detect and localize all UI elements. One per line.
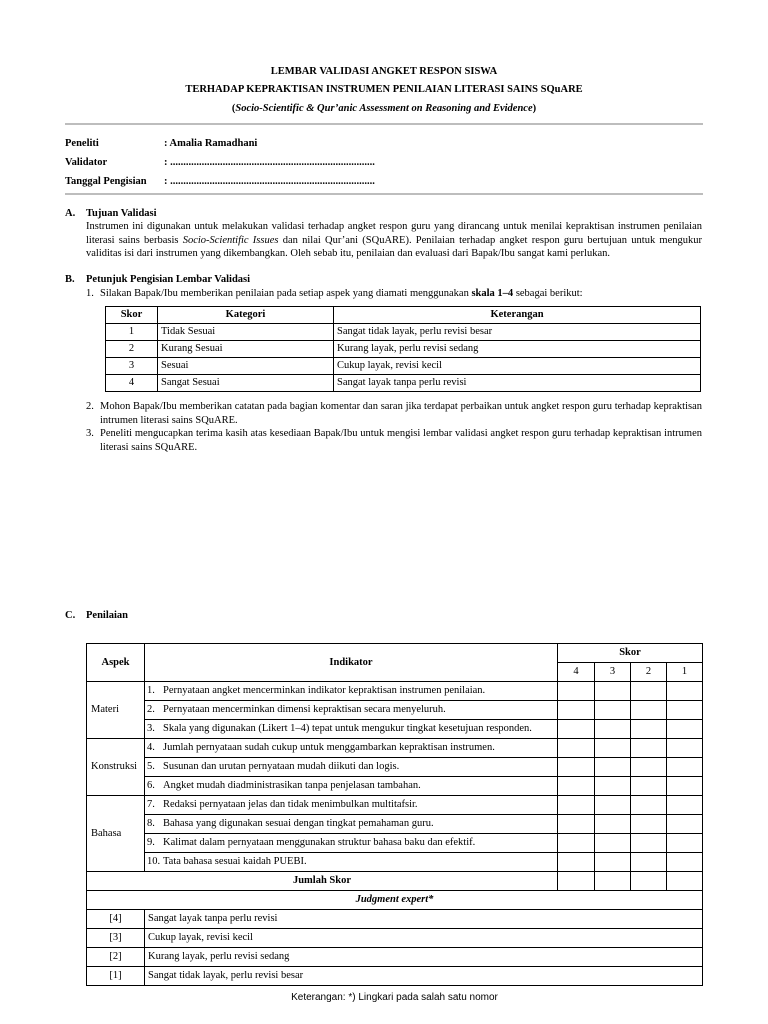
indikator-cell: 1. Pernyataan angket mencerminkan indikator kepraktisan instrumen penilaian. xyxy=(145,682,558,701)
total-cell[interactable] xyxy=(558,872,595,891)
header-kategori: Kategori xyxy=(158,307,334,324)
table-row xyxy=(87,682,703,701)
paren-close: ) xyxy=(532,103,537,114)
assessment-table xyxy=(86,643,703,986)
score-cell[interactable] xyxy=(595,834,631,853)
table-row: 1 Tidak Sesuai Sangat tidak layak, perlu revisi besar xyxy=(106,324,701,341)
indikator-cell: 9. Kalimat dalam pernyataan menggunakan struktur bahasa baku dan efektif. xyxy=(145,834,558,853)
skor-col-1: 1 xyxy=(667,663,703,682)
footnote: Keterangan: *) Lingkari pada salah satu nomor xyxy=(291,992,498,1003)
table-row: 2 Kurang Sesuai Kurang layak, perlu revisi sedang xyxy=(106,341,701,358)
score-cell[interactable] xyxy=(558,853,595,872)
score-cell[interactable] xyxy=(558,739,595,758)
table-row xyxy=(87,872,703,891)
score-cell[interactable] xyxy=(558,720,595,739)
score-cell[interactable] xyxy=(631,853,667,872)
score-cell[interactable] xyxy=(631,720,667,739)
info-tanggal xyxy=(65,175,375,189)
section-c-heading: C. Penilaian xyxy=(65,610,129,621)
score-cell[interactable] xyxy=(667,701,703,720)
score-cell[interactable] xyxy=(558,701,595,720)
aspek-konstruksi: Konstruksi xyxy=(87,739,145,796)
indikator-cell: 8. Bahasa yang digunakan sesuai dengan tingkat pemahaman guru. xyxy=(145,815,558,834)
score-cell[interactable] xyxy=(595,739,631,758)
table-row[interactable] xyxy=(87,929,703,948)
scale-table-header xyxy=(106,307,701,324)
score-cell[interactable] xyxy=(558,815,595,834)
header-keterangan: Keterangan xyxy=(334,307,701,324)
title-expansion: Socio-Scientific & Qur’anic Assessment on Reasoning and Evidence xyxy=(235,103,533,114)
table-row: 4 Sangat Sesuai Sangat layak tanpa perlu revisi xyxy=(106,375,701,392)
aspek-materi: Materi xyxy=(87,682,145,739)
judgment-code[interactable]: [4] xyxy=(87,910,145,929)
indikator-cell: 3. Skala yang digunakan (Likert 1–4) tepat untuk mengukur tingkat kesetujuan responden. xyxy=(145,720,558,739)
info-peneliti xyxy=(65,137,257,151)
score-cell[interactable] xyxy=(631,796,667,815)
table-row[interactable] xyxy=(87,910,703,929)
header-skor: Skor xyxy=(106,307,158,324)
table-row xyxy=(87,834,703,853)
info-value: : .............................................................................. xyxy=(164,176,375,187)
doc-title-line3 xyxy=(65,102,703,116)
score-cell[interactable] xyxy=(631,815,667,834)
table-row xyxy=(87,758,703,777)
total-cell[interactable] xyxy=(595,872,631,891)
info-validator xyxy=(65,156,375,170)
doc-title-line2: TERHADAP KEPRAKTISAN INSTRUMEN PENILAIAN LITERASI SAINS SQuARE xyxy=(185,84,583,95)
judgment-text: Cukup layak, revisi kecil xyxy=(145,929,703,948)
divider-bottom xyxy=(65,193,703,195)
instruction-2: 2. Mohon Bapak/Ibu memberikan catatan pada bagian komentar dan saran jika terdapat perbaikan untuk angket respon guru terhadap kepraktisan intrumen literasi sains SQuARE. xyxy=(86,401,702,426)
jumlah-skor-label: Jumlah Skor xyxy=(87,872,558,891)
table-row xyxy=(87,701,703,720)
section-a-text: Instrumen ini digunakan untuk melakukan validasi terhadap angket respon guru yang dirancang untuk menilai kepraktisan instrumen penilaian literasi sains berbasis Socio-Scientific Issues dan nilai Qur’ani (SQuARE). Penilaian terhadap angket respon guru bertujuan untuk mengukur validitas isi dari instrumen yang dikembangkan. Oleh sebab itu, penilaian dan evaluasi dari Bapak/Ibu sangat kami perlukan. xyxy=(86,221,703,260)
indikator-cell: 4. Jumlah pernyataan sudah cukup untuk menggambarkan kepraktisan instrumen. xyxy=(145,739,558,758)
scale-table xyxy=(105,306,701,392)
table-row xyxy=(87,777,703,796)
score-cell[interactable] xyxy=(595,720,631,739)
header-skor: Skor xyxy=(558,644,703,663)
indikator-cell: 6. Angket mudah diadministrasikan tanpa penjelasan tambahan. xyxy=(145,777,558,796)
divider-top xyxy=(65,123,703,125)
section-a-heading: A. Tujuan Validasi xyxy=(65,208,157,219)
indikator-cell: 5. Susunan dan urutan pernyataan mudah diikuti dan logis. xyxy=(145,758,558,777)
indikator-cell: 7. Redaksi pernyataan jelas dan tidak menimbulkan multitafsir. xyxy=(145,796,558,815)
table-row xyxy=(87,720,703,739)
info-label: Peneliti xyxy=(65,138,99,149)
score-cell[interactable] xyxy=(595,853,631,872)
judgment-expert-label: Judgment expert* xyxy=(87,891,703,910)
score-cell[interactable] xyxy=(558,796,595,815)
score-cell[interactable] xyxy=(595,815,631,834)
skor-col-3: 3 xyxy=(595,663,631,682)
total-cell[interactable] xyxy=(631,872,667,891)
total-cell[interactable] xyxy=(667,872,703,891)
instruction-3: 3. Peneliti mengucapkan terima kasih atas kesediaan Bapak/Ibu untuk mengisi lembar validasi angket respon guru terhadap kepraktisan intrumen literasi sains SQuARE. xyxy=(86,428,702,453)
score-cell[interactable] xyxy=(667,853,703,872)
table-row: 3 Sesuai Cukup layak, revisi kecil xyxy=(106,358,701,375)
doc-title-line1: LEMBAR VALIDASI ANGKET RESPON SISWA xyxy=(270,66,498,77)
section-b-heading: B. Petunjuk Pengisian Lembar Validasi xyxy=(65,274,251,285)
score-cell[interactable] xyxy=(631,701,667,720)
indikator-cell: 2. Pernyataan mencerminkan dimensi kepraktisan secara menyeluruh. xyxy=(145,701,558,720)
info-label: Tanggal Pengisian xyxy=(65,176,147,187)
judgment-code[interactable]: [3] xyxy=(87,929,145,948)
score-cell[interactable] xyxy=(667,720,703,739)
score-cell[interactable] xyxy=(631,834,667,853)
indikator-cell: 10. Tata bahasa sesuai kaidah PUEBI. xyxy=(145,853,558,872)
score-cell[interactable] xyxy=(595,701,631,720)
info-value: : Amalia Ramadhani xyxy=(164,138,258,149)
score-cell[interactable] xyxy=(558,777,595,796)
score-cell[interactable] xyxy=(667,834,703,853)
score-cell[interactable] xyxy=(595,758,631,777)
score-cell[interactable] xyxy=(558,682,595,701)
score-cell[interactable] xyxy=(558,834,595,853)
table-row[interactable] xyxy=(87,948,703,967)
judgment-text: Sangat layak tanpa perlu revisi xyxy=(145,910,703,929)
score-cell[interactable] xyxy=(667,739,703,758)
table-row[interactable] xyxy=(87,967,703,986)
score-cell[interactable] xyxy=(595,777,631,796)
score-cell[interactable] xyxy=(667,815,703,834)
instruction-1: 1. Silakan Bapak/Ibu memberikan penilaian pada setiap aspek yang diamati menggunakan skala 1–4 sebagai berikut: xyxy=(86,288,583,299)
judgment-code[interactable]: [1] xyxy=(87,967,145,986)
skor-col-2: 2 xyxy=(631,663,667,682)
score-cell[interactable] xyxy=(667,682,703,701)
score-cell[interactable] xyxy=(667,758,703,777)
judgment-code[interactable]: [2] xyxy=(87,948,145,967)
score-cell[interactable] xyxy=(595,682,631,701)
judgment-text: Sangat tidak layak, perlu revisi besar xyxy=(145,967,703,986)
table-row xyxy=(87,815,703,834)
score-cell[interactable] xyxy=(667,796,703,815)
score-cell[interactable] xyxy=(631,739,667,758)
score-cell[interactable] xyxy=(631,682,667,701)
score-cell[interactable] xyxy=(667,777,703,796)
table-row xyxy=(87,853,703,872)
table-row xyxy=(87,739,703,758)
aspek-bahasa: Bahasa xyxy=(87,796,145,872)
score-cell[interactable] xyxy=(595,796,631,815)
header-indikator: Indikator xyxy=(145,644,558,682)
skor-col-4: 4 xyxy=(558,663,595,682)
header-aspek: Aspek xyxy=(87,644,145,682)
info-value: : .............................................................................. xyxy=(164,157,375,168)
table-row xyxy=(87,891,703,910)
score-cell[interactable] xyxy=(558,758,595,777)
info-label: Validator xyxy=(65,157,108,168)
paren-open: ( xyxy=(231,103,236,114)
score-cell[interactable] xyxy=(631,758,667,777)
judgment-text: Kurang layak, perlu revisi sedang xyxy=(145,948,703,967)
score-cell[interactable] xyxy=(631,777,667,796)
table-row xyxy=(87,796,703,815)
